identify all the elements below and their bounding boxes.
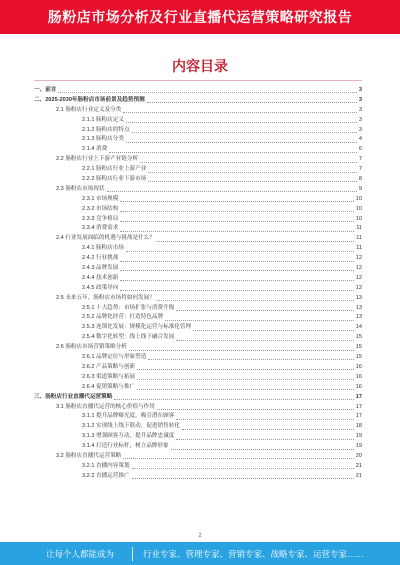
toc-entry-title: 2.4.2 行业挑战	[82, 255, 119, 262]
toc-entry-page: 12	[355, 284, 362, 291]
toc-dot-leader	[58, 92, 356, 93]
toc-entry-page: 9	[358, 185, 362, 192]
toc-entry-title: 3.1.2 实现线上线下联动，促进销售转化	[82, 423, 180, 430]
toc-entry-page: 16	[355, 363, 362, 370]
toc-entry-page: 13	[355, 314, 362, 321]
toc-entry[interactable]	[34, 422, 362, 432]
toc-dot-leader	[107, 191, 357, 192]
toc-entry-title: 二、2025-2030年肠粉店市场前景及趋势预测	[34, 96, 145, 103]
toc-entry[interactable]	[34, 472, 362, 482]
toc-entry-title: 2.5 未来五年，肠粉店市场将如何发展？	[56, 294, 155, 301]
toc-entry-title: 2.6.2 产品策略与创新	[82, 363, 136, 370]
toc-dot-leader	[129, 350, 354, 351]
toc-entry-page: 15	[355, 344, 362, 351]
toc-entry[interactable]	[34, 205, 362, 215]
toc-dot-leader	[114, 399, 353, 400]
toc-entry-page: 12	[355, 274, 362, 281]
toc-entry[interactable]	[34, 333, 362, 343]
toc-entry[interactable]	[34, 412, 362, 422]
toc-entry-title: 3.1 肠粉店直播代运营的核心价值与作用	[56, 403, 155, 410]
toc-entry-page: 11	[356, 245, 362, 252]
toc-entry-title: 2.4.1 肠粉店市场	[82, 245, 124, 252]
toc-entry[interactable]	[34, 116, 362, 126]
toc-entry-title: 2.3.3 竞争格局	[82, 215, 119, 222]
toc-dot-leader	[120, 231, 354, 232]
toc-entry[interactable]	[34, 224, 362, 234]
toc-entry-page: 16	[355, 383, 362, 390]
toc-entry[interactable]	[34, 452, 362, 462]
footer-slogan: 让每个人都能成为	[46, 548, 115, 559]
toc-entry-title: 2.5.4 数字化转型：线上线下融合发展	[82, 334, 175, 341]
toc-dot-leader	[148, 359, 353, 360]
toc-entry[interactable]	[34, 254, 362, 264]
toc-entry[interactable]	[34, 294, 362, 304]
toc-dot-leader	[120, 280, 353, 281]
toc-entry-title: 2.4.5 政策导向	[82, 284, 119, 291]
toc-dot-leader	[132, 132, 357, 133]
toc-entry-title: 2.5.3 连锁化发展：规模化运营与标准化管理	[82, 324, 192, 331]
toc-entry-page: 21	[355, 472, 362, 479]
toc-entry-title: 3.1.3 增强顾客互动，提升品牌忠诚度	[82, 433, 175, 440]
toc-dot-leader	[137, 389, 354, 390]
toc-entry-page: 10	[355, 205, 362, 212]
toc-entry-title: 2.1.1 肠粉店定义	[82, 116, 124, 123]
toc-entry[interactable]	[34, 353, 362, 363]
toc-entry-page: 3	[358, 116, 362, 123]
toc-entry-title: 2.2 肠粉店行业上下游产业链分析	[56, 156, 139, 163]
toc-dot-leader	[147, 102, 357, 103]
toc-entry-title: 2.6.1 品牌定位与形象塑造	[82, 354, 147, 361]
page-number: 2	[198, 533, 202, 539]
toc-entry-page: 17	[355, 413, 362, 420]
toc-entry[interactable]	[34, 284, 362, 294]
toc-dot-leader	[120, 221, 353, 222]
toc-entry[interactable]	[34, 442, 362, 452]
toc-dot-leader	[148, 181, 357, 182]
toc-dot-leader	[120, 290, 353, 291]
toc-entry-title: 2.4.3 品牌发展	[82, 265, 119, 272]
toc-entry[interactable]	[34, 185, 362, 195]
toc-entry[interactable]	[34, 165, 362, 175]
toc-entry[interactable]	[34, 462, 362, 472]
toc-dot-leader	[137, 369, 354, 370]
toc-entry-page: 20	[355, 452, 362, 459]
toc-entry-title: 3.2.2 直播运营推广	[82, 472, 130, 479]
toc-dot-leader	[123, 458, 353, 459]
toc-entry-page: 6	[358, 146, 362, 153]
toc-entry-page: 8	[358, 176, 362, 183]
toc-entry-page: 21	[355, 462, 362, 469]
toc-entry-title: 2.1.2 肠粉店的特点	[82, 126, 130, 133]
toc-entry[interactable]	[34, 106, 362, 116]
toc-dot-leader	[157, 241, 354, 242]
toc-entry[interactable]	[34, 126, 362, 136]
toc-dot-leader	[126, 122, 357, 123]
toc-dot-leader	[120, 201, 353, 202]
toc-entry[interactable]	[34, 363, 362, 373]
toc-entry[interactable]	[34, 393, 362, 403]
toc-dot-leader	[120, 270, 353, 271]
toc-heading: 内容目录	[172, 58, 228, 74]
toc-entry-title: 2.5.1 十大趋势：市场扩张与消费升级	[82, 304, 175, 311]
toc-entry[interactable]	[34, 155, 362, 165]
toc-dot-leader	[182, 429, 354, 430]
toc-entry[interactable]	[34, 264, 362, 274]
toc-entry-title: 2.1.3 肠粉店分类	[82, 136, 124, 143]
toc-entry[interactable]	[34, 215, 362, 225]
toc-dot-leader	[120, 211, 353, 212]
toc-dot-leader	[171, 449, 354, 450]
toc-entry[interactable]	[34, 145, 362, 155]
toc-entry-page: 7	[358, 166, 362, 173]
toc-entry[interactable]	[34, 343, 362, 353]
toc-entry-title: 2.4 行业发展面临的机遇与挑战是什么？	[56, 235, 155, 242]
toc-dot-leader	[176, 310, 353, 311]
toc-entry[interactable]	[34, 175, 362, 185]
toc-entry-title: 2.5.2 品牌化经营：打造特色品牌	[82, 314, 164, 321]
toc-entry-page: 3	[358, 87, 362, 93]
toc-entry-title: 2.3.1 市场规模	[82, 195, 119, 202]
toc-entry-title: 2.3 肠粉店市场现状	[56, 185, 105, 192]
toc-entry-page: 18	[355, 423, 362, 430]
toc-dot-leader	[148, 172, 357, 173]
toc-entry-title: 2.4.4 技术创新	[82, 274, 119, 281]
toc-entry-title: 2.2.1 肠粉店行业上游产业	[82, 166, 147, 173]
toc-entry-title: 3.1.4 打造行业标杆，树立品牌形象	[82, 443, 169, 450]
toc-dot-leader	[165, 320, 354, 321]
toc-entry-title: 2.3.2 市场结构	[82, 205, 119, 212]
page-footer	[0, 542, 400, 565]
toc-dot-leader	[123, 112, 357, 113]
toc-entry[interactable]	[34, 403, 362, 413]
footer-tagline: 行业专家、管理专家、营销专家、战略专家、运营专家……	[143, 548, 365, 559]
toc-entry-title: 2.2.2 肠粉店行业下游市场	[82, 176, 147, 183]
toc-entry-page: 12	[355, 265, 362, 272]
toc-entry-page: 10	[355, 195, 362, 202]
toc-entry[interactable]	[34, 135, 362, 145]
toc-dot-leader	[140, 162, 357, 163]
toc-entry-page: 19	[355, 443, 362, 450]
toc-entry-page: 16	[355, 373, 362, 380]
toc-entry[interactable]	[34, 274, 362, 284]
toc-entry-title: 2.3.4 消费需求	[82, 225, 119, 232]
report-header	[0, 0, 400, 34]
toc-entry-title: 2.6.3 渠道策略与拓展	[82, 373, 136, 380]
toc-dot-leader	[109, 152, 357, 153]
toc-dot-leader	[126, 251, 354, 252]
toc-entry-page: 17	[355, 393, 362, 400]
toc-entry-title: 一、前言	[34, 87, 57, 93]
toc-entry[interactable]	[34, 323, 362, 333]
toc-entry-title: 三、肠粉店行业直播代运营策略	[34, 393, 113, 400]
report-title: 肠粉店市场分析及行业直播代运营策略研究报告	[47, 9, 353, 25]
toc-entry-page: 3	[358, 96, 362, 103]
toc-entry-page: 13	[355, 294, 362, 301]
toc-entry[interactable]	[34, 86, 362, 96]
toc-dot-leader	[132, 478, 354, 479]
toc-dot-leader	[157, 409, 354, 410]
toc-dot-leader	[193, 330, 354, 331]
toc-entry-page: 13	[355, 304, 362, 311]
toc-entry-page: 11	[356, 235, 362, 242]
toc-entry[interactable]	[34, 432, 362, 442]
toc-entry-title: 2.1.4 消费	[82, 146, 108, 153]
toc-entry[interactable]	[34, 313, 362, 323]
toc-dot-leader	[176, 340, 353, 341]
toc-entry-title: 3.2.1 直播内容策划	[82, 462, 130, 469]
toc-entry-title: 2.6 肠粉店市场营销策略分析	[56, 344, 127, 351]
toc-entry-page: 4	[358, 136, 362, 143]
toc-entry-page: 3	[358, 106, 362, 113]
toc-entry-title: 3.1.1 提升品牌曝光度，吸引潜在顾客	[82, 413, 175, 420]
toc-heading-divider	[34, 80, 362, 81]
toc-entry-page: 15	[355, 354, 362, 361]
toc-entry[interactable]	[34, 373, 362, 383]
footer-divider	[132, 547, 133, 561]
toc-entry-page: 19	[355, 433, 362, 440]
toc-dot-leader	[120, 261, 353, 262]
toc-entry-page: 17	[355, 403, 362, 410]
toc-entry-title: 2.6.4 促销策略与推广	[82, 383, 136, 390]
toc-entry-title: 3.2 肠粉店直播代运营策略	[56, 452, 122, 459]
toc-dot-leader	[137, 379, 354, 380]
toc-entry[interactable]	[34, 244, 362, 254]
toc-entry-page: 15	[355, 334, 362, 341]
toc-dot-leader	[176, 419, 353, 420]
toc-entry[interactable]	[34, 96, 362, 106]
toc-entry-page: 7	[358, 156, 362, 163]
toc-entry[interactable]	[34, 383, 362, 393]
toc-entry-page: 10	[355, 215, 362, 222]
toc-entry[interactable]	[34, 304, 362, 314]
toc-dot-leader	[132, 468, 354, 469]
toc-dot-leader	[126, 142, 357, 143]
toc-entry-page: 11	[356, 225, 362, 232]
toc-entry[interactable]	[34, 195, 362, 205]
toc-entry-page: 3	[358, 126, 362, 133]
toc-entry-page: 14	[355, 324, 362, 331]
toc-entry[interactable]	[34, 234, 362, 244]
table-of-contents	[34, 86, 362, 482]
toc-dot-leader	[176, 439, 353, 440]
toc-dot-leader	[157, 300, 354, 301]
toc-entry-title: 2.1 肠粉店行业定义及分类	[56, 106, 122, 113]
toc-entry-page: 12	[355, 255, 362, 262]
